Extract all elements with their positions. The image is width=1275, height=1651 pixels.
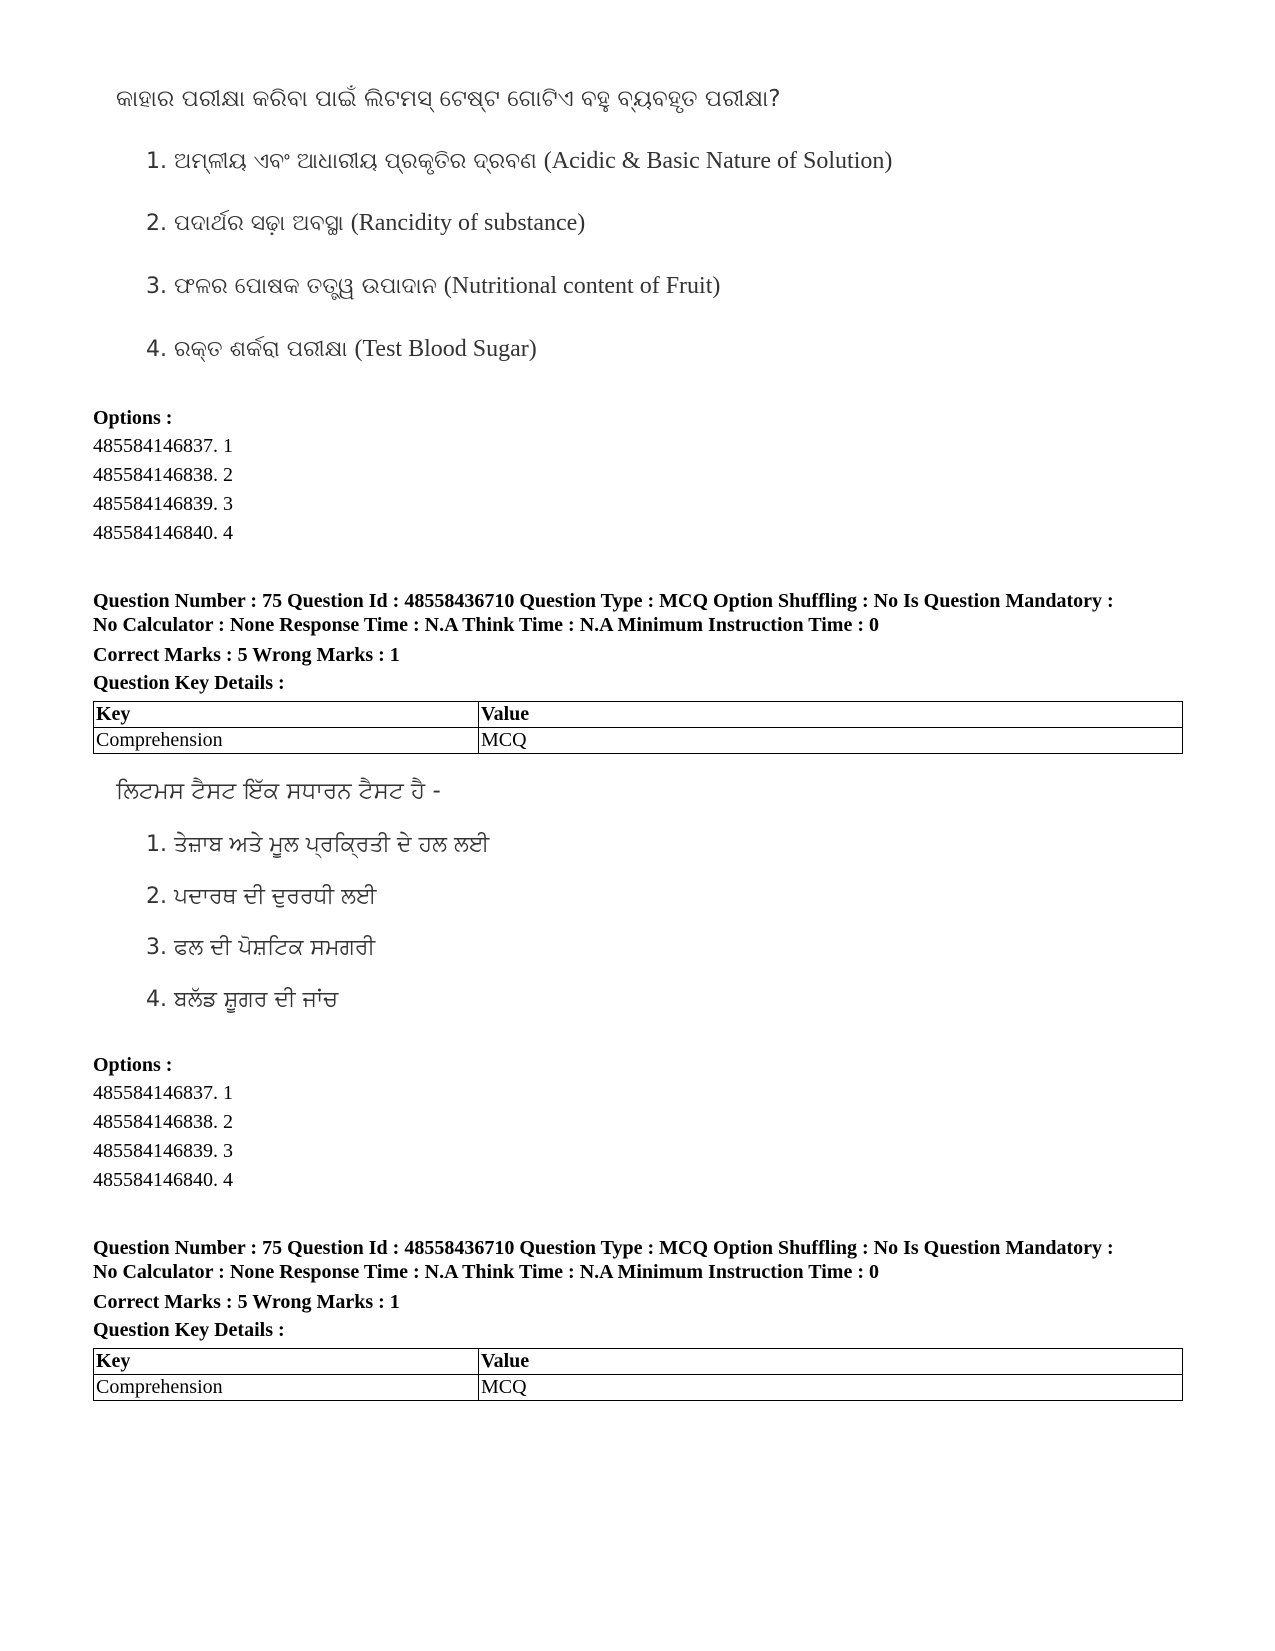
option-item: 485584146840. 4 xyxy=(93,522,233,544)
choice-number: 2. xyxy=(146,884,167,909)
choice-text: ରକ୍ତ ଶର୍କରା ପରୀକ୍ଷା xyxy=(174,337,348,362)
table-header-cell: Value xyxy=(479,702,1183,728)
marks-line: Correct Marks : 5 Wrong Marks : 1 xyxy=(93,1291,400,1313)
table-cell: Comprehension xyxy=(94,728,479,754)
question-prompt: କାହାର ପରୀକ୍ଷା କରିବା ପାଇଁ ଲିଟମସ୍ ଟେଷ୍ଟ ଗୋଟିଏ ବହୁ ବ୍ୟବହୃତ ପରୀକ୍ଷା? xyxy=(116,86,781,112)
choice-text: ਪਦਾਰਥ ਦੀ ਦੁਰਰਧੀ ਲਈ xyxy=(174,884,377,909)
choice-translation: (Acidic & Basic Nature of Solution) xyxy=(543,148,893,174)
question-choice xyxy=(146,273,720,300)
choice-number: 4. xyxy=(146,987,167,1012)
choice-number: 1. xyxy=(146,149,167,174)
choice-translation: (Test Blood Sugar) xyxy=(354,336,537,362)
key-details-table xyxy=(93,701,1183,754)
choice-number: 1. xyxy=(146,832,167,857)
table-header-row xyxy=(94,1349,1183,1375)
key-details-label: Question Key Details : xyxy=(93,1319,285,1341)
table-header-row xyxy=(94,702,1183,728)
choice-number: 2. xyxy=(146,211,167,236)
question-choice xyxy=(146,935,375,960)
choice-number: 3. xyxy=(146,274,167,299)
choice-number: 3. xyxy=(146,935,167,960)
option-item: 485584146840. 4 xyxy=(93,1169,233,1191)
question-metadata xyxy=(93,589,1183,754)
question-meta-line: Question Number : 75 Question Id : 48558436710 Question Type : MCQ Option Shuffling : No Is Question Mandatory : xyxy=(93,1237,1114,1259)
table-row xyxy=(94,1375,1183,1401)
question-metadata xyxy=(93,1236,1183,1401)
option-item: 485584146837. 1 xyxy=(93,1082,233,1104)
options-label: Options : xyxy=(93,407,173,429)
question-prompt: ਲਿਟਮਸ ਟੈਸਟ ਇੱਕ ਸਧਾਰਨ ਟੈਸਟ ਹੈ - xyxy=(116,778,441,804)
choice-text: ଅମ୍ଳୀୟ ଏବଂ ଆଧାରୀୟ ପ୍ରକୃତିର ଦ୍ରବଣ xyxy=(174,149,537,174)
option-item: 485584146838. 2 xyxy=(93,464,233,486)
choice-text: ଫଳର ପୋଷକ ତତ୍ତ୍ୱ ଉପାଦାନ xyxy=(174,274,437,299)
option-item: 485584146839. 3 xyxy=(93,493,233,515)
question-choice xyxy=(146,987,338,1012)
options-section xyxy=(93,1051,1183,1195)
option-item: 485584146839. 3 xyxy=(93,1140,233,1162)
key-details-table xyxy=(93,1348,1183,1401)
option-item: 485584146837. 1 xyxy=(93,435,233,457)
choice-number: 4. xyxy=(146,337,167,362)
question-meta-line: Question Number : 75 Question Id : 48558436710 Question Type : MCQ Option Shuffling : No Is Question Mandatory : xyxy=(93,590,1114,612)
option-item: 485584146838. 2 xyxy=(93,1111,233,1133)
table-header-cell: Value xyxy=(479,1349,1183,1375)
question-meta-line: No Calculator : None Response Time : N.A Think Time : N.A Minimum Instruction Time : 0 xyxy=(93,1261,879,1283)
choice-text: ਬਲੱਡ ਸ਼ੂਗਰ ਦੀ ਜਾਂਚ xyxy=(174,987,339,1012)
options-label: Options : xyxy=(93,1054,173,1076)
table-header-cell: Key xyxy=(94,702,479,728)
question-choice xyxy=(146,210,585,237)
question-meta-line: No Calculator : None Response Time : N.A Think Time : N.A Minimum Instruction Time : 0 xyxy=(93,614,879,636)
options-section xyxy=(93,404,1183,548)
question-choice xyxy=(146,336,537,363)
choice-text: ਤੇਜ਼ਾਬ ਅਤੇ ਮੂਲ ਪ੍ਰਕ੍ਰਿਤੀ ਦੇ ਹਲ ਲਈ xyxy=(174,832,490,857)
question-choice xyxy=(146,884,376,909)
key-details-label: Question Key Details : xyxy=(93,672,285,694)
table-cell: MCQ xyxy=(479,1375,1183,1401)
table-cell: MCQ xyxy=(479,728,1183,754)
table-cell: Comprehension xyxy=(94,1375,479,1401)
question-choice xyxy=(146,148,892,175)
table-row xyxy=(94,728,1183,754)
table-header-cell: Key xyxy=(94,1349,479,1375)
marks-line: Correct Marks : 5 Wrong Marks : 1 xyxy=(93,644,400,666)
question-choice xyxy=(146,832,489,857)
choice-text: ਫਲ ਦੀ ਪੋਸ਼ਟਿਕ ਸਮਗਰੀ xyxy=(174,935,376,960)
choice-translation: (Rancidity of substance) xyxy=(350,210,586,236)
choice-translation: (Nutritional content of Fruit) xyxy=(443,273,721,299)
choice-text: ପଦାର୍ଥର ସଢ଼ା ଅବସ୍ଥା xyxy=(174,211,344,236)
